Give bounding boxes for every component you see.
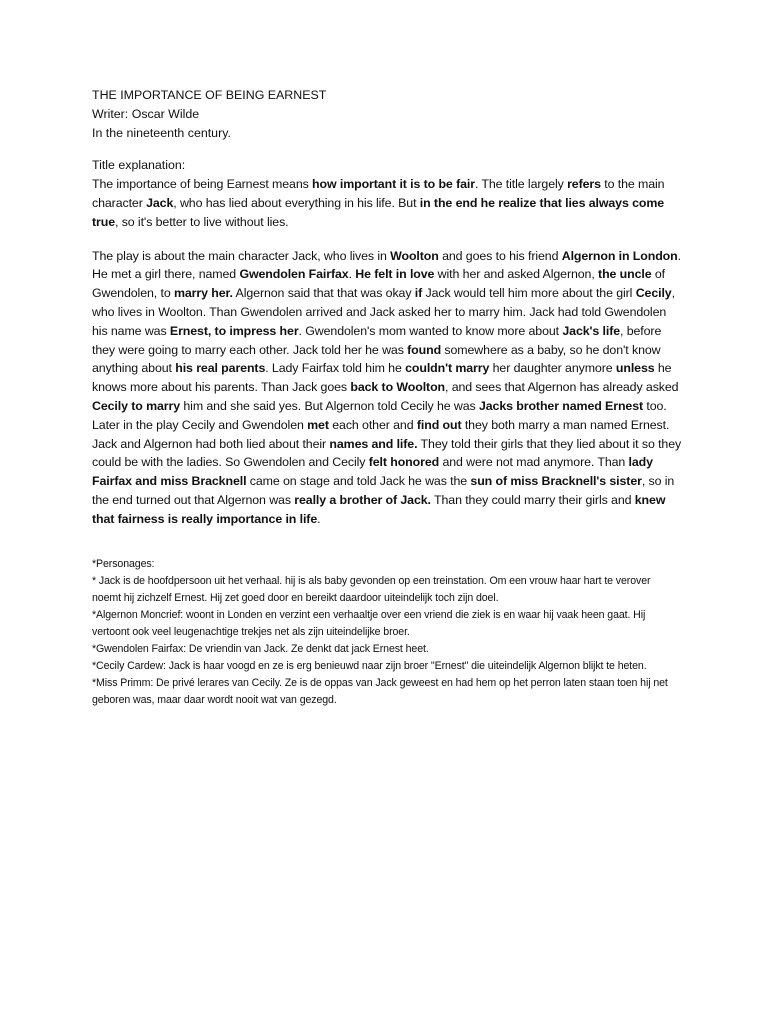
bold-text-segment: back to Woolton bbox=[350, 380, 446, 395]
character-item: *Gwendolen Fairfax: De vriendin van Jack. Ze denkt dat jack Ernest heet. bbox=[92, 642, 429, 655]
bold-text-segment: how important it is to be fair bbox=[312, 177, 475, 192]
characters-section bbox=[92, 556, 682, 709]
document-page bbox=[92, 86, 682, 709]
plot-summary-paragraph bbox=[92, 247, 682, 529]
spacer bbox=[92, 232, 682, 247]
text-segment: he knows more about his parents. Than Jack goes bbox=[92, 361, 672, 395]
characters-label: *Personages: bbox=[92, 557, 155, 570]
spacer bbox=[92, 529, 682, 556]
bold-text-segment: names and life. bbox=[329, 436, 418, 451]
text-segment: . The title largely bbox=[474, 177, 568, 192]
bold-text-segment: Cecily bbox=[635, 286, 672, 301]
title-explanation-label: Title explanation: bbox=[92, 158, 186, 173]
bold-text-segment: if bbox=[414, 286, 423, 301]
text-segment: and goes to his friend bbox=[438, 248, 562, 263]
text-segment: they both marry a man named Ernest. Jack and Algernon had both lied about their bbox=[92, 417, 670, 451]
text-segment: . bbox=[317, 511, 321, 526]
bold-text-segment: unless bbox=[615, 361, 655, 376]
text-segment: . Lady Fairfax told him he bbox=[265, 361, 406, 376]
text-segment: , who lives in Woolton. Than Gwendolen arrived and Jack asked her to marry him. Jack had told Gwendolen his name was bbox=[92, 286, 675, 338]
bold-text-segment: Woolton bbox=[390, 248, 439, 263]
bold-text-segment: marry her. bbox=[173, 286, 233, 301]
writer-line: Writer: Oscar Wilde bbox=[92, 106, 200, 121]
period-line: In the nineteenth century. bbox=[92, 125, 231, 140]
bold-text-segment: sun of miss Bracknell's sister bbox=[470, 474, 642, 489]
bold-text-segment: Jack's life bbox=[562, 323, 621, 338]
text-segment: too. Later in the play Cecily and Gwendolen bbox=[92, 398, 667, 432]
character-item: *Algernon Moncrief: woont in Londen en verzint een verhaaltje over een vriend die ziek is en waar hij vaak heen gaat. Hij vertoont ook veel leugenachtige trekjes net als zijn uiteindelijke broer. bbox=[92, 608, 646, 638]
character-item: * Jack is de hoofdpersoon uit het verhaal. hij is als baby gevonden op een treinstation. Om een vrouw haar hart te verover noemt hij zichzelf Ernest. Hij zet goed door en bereikt daardoor uiteindelijk toch zijn doel. bbox=[92, 574, 651, 604]
bold-text-segment: felt honored bbox=[368, 455, 440, 470]
bold-text-segment: refers bbox=[567, 177, 601, 192]
text-segment: to the main character bbox=[92, 177, 665, 210]
text-segment: . He met a girl there, named bbox=[92, 248, 681, 282]
text-segment: came on stage and told Jack he was the bbox=[246, 474, 471, 489]
text-segment: They told their girls that they lied about it so they could be with the ladies. So Gwendolen and Cecily bbox=[92, 436, 682, 470]
bold-text-segment: Algernon in London bbox=[561, 248, 678, 263]
text-segment: , so in the end turned out that Algernon was bbox=[92, 474, 675, 507]
bold-text-segment: the uncle bbox=[598, 267, 652, 282]
bold-text-segment: knew that fairness is really importance in life bbox=[92, 492, 666, 526]
text-segment: of Gwendolen, to bbox=[92, 267, 666, 301]
text-segment: and were not mad anymore. Than bbox=[439, 455, 629, 470]
bold-text-segment: in the end he realize that lies always come true bbox=[92, 195, 665, 229]
bold-text-segment: found bbox=[407, 342, 442, 357]
character-item: *Cecily Cardew: Jack is haar voogd en ze is erg benieuwd naar zijn broer "Ernest" die uiteindelijk Algernon blijkt te heten. bbox=[92, 659, 647, 672]
text-segment: with her and asked Algernon, bbox=[434, 267, 599, 282]
bold-text-segment: couldn't marry bbox=[405, 361, 490, 376]
text-segment: somewhere as a baby, so he don't know anything about bbox=[92, 342, 661, 376]
bold-text-segment: met bbox=[307, 417, 329, 432]
text-segment: , and sees that Algernon has already asked bbox=[445, 380, 679, 395]
title-explanation-paragraph bbox=[92, 175, 682, 231]
document-title: THE IMPORTANCE OF BEING EARNEST bbox=[92, 88, 327, 102]
spacer bbox=[92, 142, 682, 156]
text-segment: Jack would tell him more about the girl bbox=[422, 286, 636, 301]
text-segment: , so it's better to live without lies. bbox=[115, 214, 289, 229]
text-segment: him and she said yes. But Algernon told Cecily he was bbox=[180, 398, 479, 413]
text-segment: The importance of being Earnest means bbox=[92, 177, 313, 192]
text-segment: each other and bbox=[328, 417, 417, 432]
text-segment: The play is about the main character Jack, who lives in bbox=[92, 248, 391, 263]
text-segment: her daughter anymore bbox=[489, 361, 616, 376]
text-segment: . bbox=[348, 267, 356, 282]
text-segment: Algernon said that that was okay bbox=[232, 286, 415, 301]
bold-text-segment: Cecily to marry bbox=[92, 398, 181, 413]
text-segment: , who has lied about everything in his life. But bbox=[173, 195, 420, 210]
bold-text-segment: Gwendolen Fairfax bbox=[239, 267, 349, 282]
character-item: *Miss Primm: De privé lerares van Cecily. Ze is de oppas van Jack geweest en had hem op het perron laten staan toen hij net geboren was, maar daar wordt nooit wat van gezegd. bbox=[92, 676, 668, 706]
bold-text-segment: He felt in love bbox=[355, 267, 435, 282]
bold-text-segment: his real parents bbox=[175, 361, 266, 376]
text-segment: Than they could marry their girls and bbox=[430, 492, 635, 507]
bold-text-segment: Jacks brother named Ernest bbox=[478, 398, 644, 413]
bold-text-segment: find out bbox=[416, 417, 462, 432]
bold-text-segment: Jack bbox=[146, 195, 174, 210]
bold-text-segment: really a brother of Jack. bbox=[294, 492, 431, 507]
text-segment: , before they were going to marry each other. Jack told her he was bbox=[92, 323, 662, 357]
bold-text-segment: lady Fairfax and miss Bracknell bbox=[92, 455, 653, 489]
bold-text-segment: Ernest, to impress her bbox=[169, 323, 299, 338]
text-segment: . Gwendolen's mom wanted to know more about bbox=[298, 323, 563, 338]
